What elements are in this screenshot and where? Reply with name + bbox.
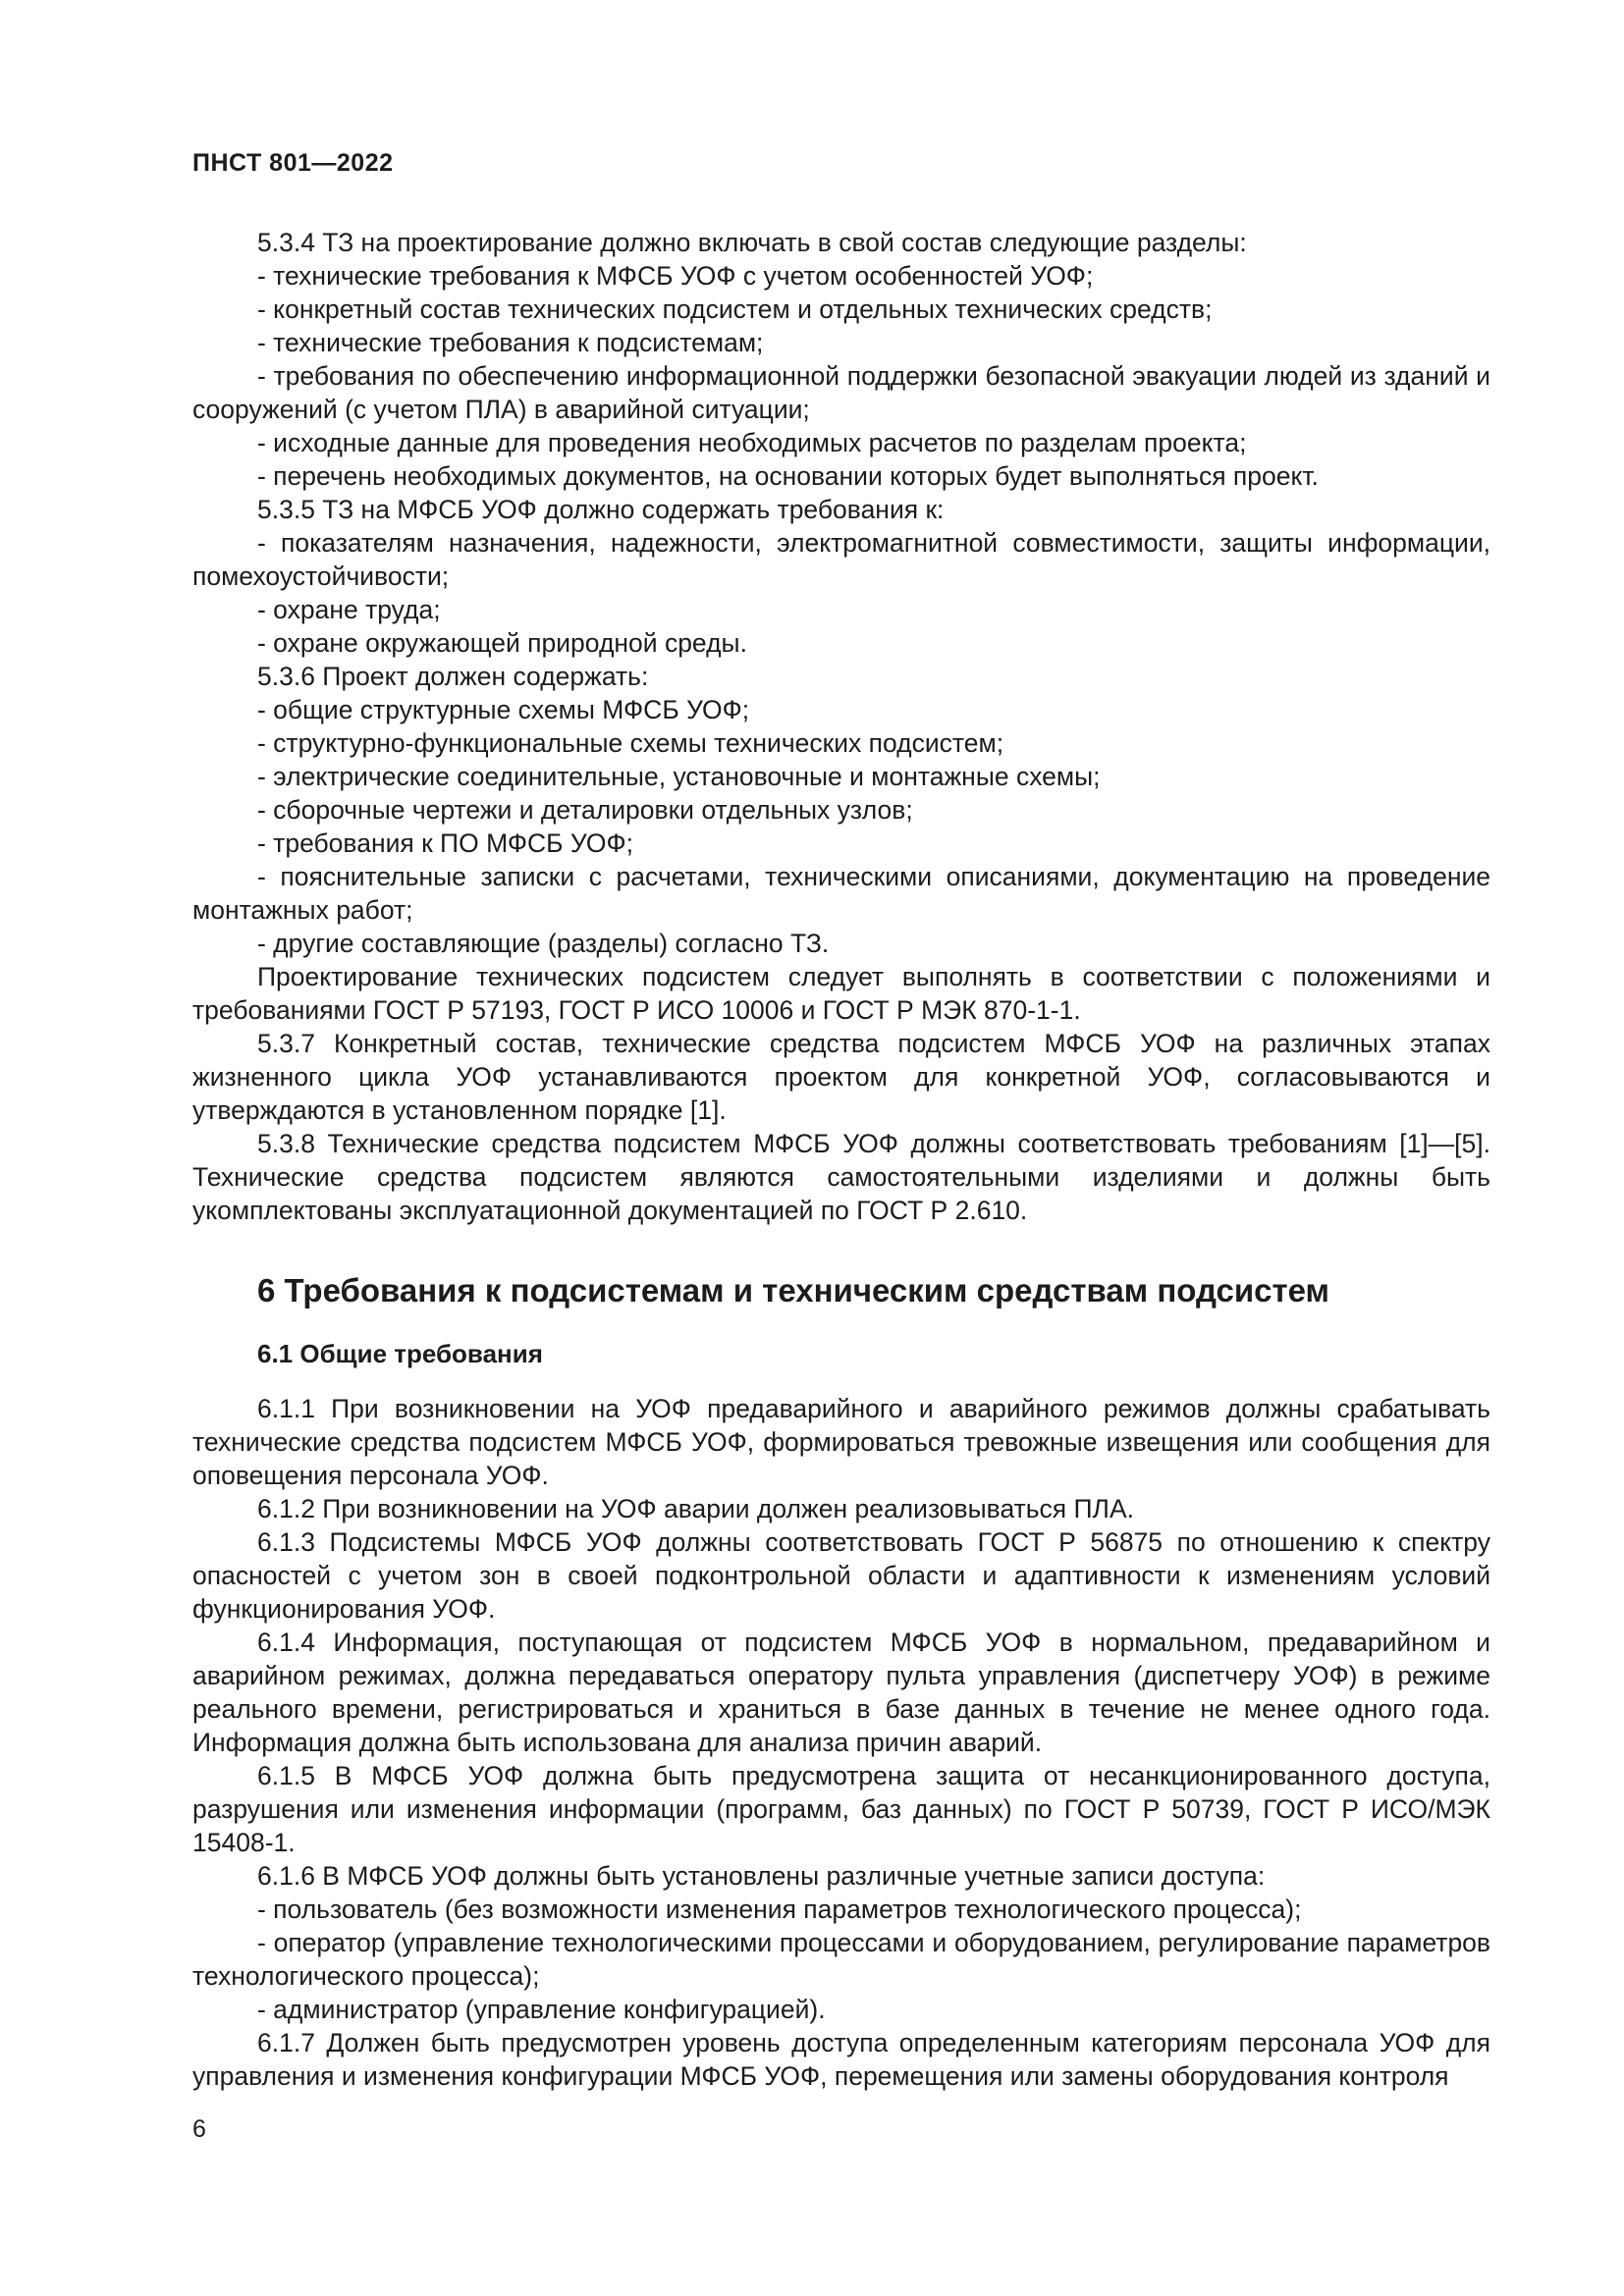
paragraph: 5.3.6 Проект должен содержать:	[257, 662, 649, 691]
list-item: - общие структурные схемы МФСБ УОФ;	[257, 695, 750, 724]
page-content	[192, 226, 1490, 2093]
block-6-1	[192, 1392, 1490, 2093]
list-item: - структурно-функциональные схемы технических подсистем;	[257, 728, 1004, 758]
document-header: ПНСТ 801—2022	[192, 149, 394, 177]
paragraph: Проектирование технических подсистем следует выполнять в соответствии с положениями и требованиями ГОСТ Р 57193, ГОСТ Р ИСО 10006 и ГОСТ Р МЭК 870-1-1.	[192, 962, 1490, 1025]
paragraph: 6.1.7 Должен быть предусмотрен уровень доступа определенным категориям персонала УОФ для управления и изменения конфигурации МФСБ УОФ, перемещения или замены оборудования контроля	[192, 2028, 1490, 2091]
paragraph: 6.1.1 При возникновении на УОФ предаварийного и аварийного режимов должны срабатывать технические средства подсистем МФСБ УОФ, формироваться тревожные извещения или сообщения для оповещения персонала УОФ.	[192, 1394, 1490, 1490]
list-item: - требования к ПО МФСБ УОФ;	[257, 828, 633, 858]
list-item: - пользователь (без возможности изменения параметров технологического процесса);	[257, 1895, 1302, 1924]
paragraph: 6.1.5 В МФСБ УОФ должна быть предусмотрена защита от несанкционированного доступа, разрушения или изменения информации (программ, баз данных) по ГОСТ Р 50739, ГОСТ Р ИСО/МЭК 15408-1.	[192, 1761, 1490, 1857]
paragraph: 6.1.2 При возникновении на УОФ аварии должен реализовываться ПЛА.	[257, 1494, 1134, 1523]
paragraph: 6.1.4 Информация, поступающая от подсистем МФСБ УОФ в нормальном, предаварийном и аварийном режимах, должна передаваться оператору пульта управления (диспетчеру УОФ) в режиме реального времени, регистрироваться и храниться в базе данных в течение не менее одного года. Информация должна быть использована для анализа причин аварий.	[192, 1628, 1490, 1757]
block-5-3	[192, 226, 1490, 1227]
paragraph: 6.1.3 Подсистемы МФСБ УОФ должны соответствовать ГОСТ Р 56875 по отношению к спектру опасностей с учетом зон в своей подконтрольной области и адаптивности к изменениям условий функционирования УОФ.	[192, 1527, 1490, 1624]
paragraph: 5.3.5 ТЗ на МФСБ УОФ должно содержать требования к:	[257, 495, 945, 524]
list-item: - требования по обеспечению информационной поддержки безопасной эвакуации людей из зданий и сооружений (с учетом ПЛА) в аварийной ситуации;	[192, 361, 1490, 424]
list-item: - технические требования к МФСБ УОФ с учетом особенностей УОФ;	[257, 261, 1094, 291]
list-item: - конкретный состав технических подсистем и отдельных технических средств;	[257, 294, 1213, 324]
page-number: 6	[192, 2115, 206, 2143]
list-item: - показателям назначения, надежности, электромагнитной совместимости, защиты информации, помехоустойчивости;	[192, 528, 1490, 591]
section-6-title: 6 Требования к подсистемам и техническим средствам подсистем	[257, 1272, 1329, 1308]
paragraph: 5.3.4 ТЗ на проектирование должно включать в свой состав следующие разделы:	[257, 228, 1247, 257]
list-item: - администратор (управление конфигурацией).	[257, 1995, 826, 2024]
subsection-6-1-title: 6.1 Общие требования	[257, 1339, 543, 1368]
list-item: - сборочные чертежи и деталировки отдельных узлов;	[257, 795, 913, 825]
list-item: - технические требования к подсистемам;	[257, 328, 764, 357]
paragraph: 5.3.8 Технические средства подсистем МФСБ УОФ должны соответствовать требованиям [1]—[5]. Технические средства подсистем являются самостоятельными изделиями и должны быть укомплектованы эксплуатационной документацией по ГОСТ Р 2.610.	[192, 1129, 1490, 1225]
paragraph: 5.3.7 Конкретный состав, технические средства подсистем МФСБ УОФ на различных этапах жизненного цикла УОФ устанавливаются проектом для конкретной УОФ, согласовываются и утверждаются в установленном порядке [1].	[192, 1029, 1490, 1125]
list-item: - пояснительные записки с расчетами, техническими описаниями, документацию на проведение монтажных работ;	[192, 862, 1490, 925]
list-item: - другие составляющие (разделы) согласно ТЗ.	[257, 929, 830, 958]
paragraph: 6.1.6 В МФСБ УОФ должны быть установлены различные учетные записи доступа:	[257, 1861, 1266, 1891]
list-item: - электрические соединительные, установочные и монтажные схемы;	[257, 762, 1101, 791]
list-item: - охране окружающей природной среды.	[257, 628, 747, 658]
list-item: - оператор (управление технологическими процессами и оборудованием, регулирование параметров технологического процесса);	[192, 1928, 1490, 1991]
list-item: - исходные данные для проведения необходимых расчетов по разделам проекта;	[257, 428, 1247, 457]
list-item: - перечень необходимых документов, на основании которых будет выполняться проект.	[257, 461, 1319, 491]
list-item: - охране труда;	[257, 595, 441, 624]
